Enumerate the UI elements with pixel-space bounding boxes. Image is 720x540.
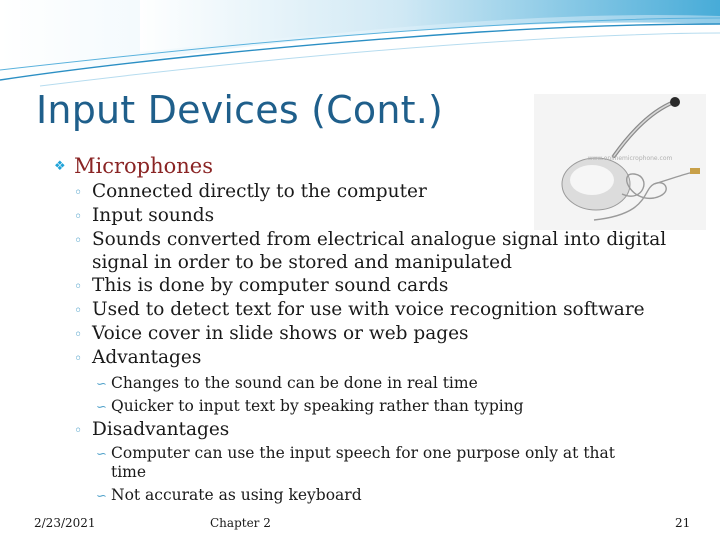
wave-bullet-icon: ∽ <box>96 489 107 504</box>
bullet-microphones <box>54 154 213 178</box>
disadvantage-item: ∽ Computer can use the input speech for one purpose only at that <box>96 444 615 462</box>
header-banner <box>0 0 720 90</box>
square-bullet-icon: ❖ <box>54 159 66 174</box>
footer-page-number: 21 <box>675 516 691 530</box>
point-item-advantages: ◦ Advantages <box>74 346 201 371</box>
advantage-item: ∽ Quicker to input text by speaking rather than typing <box>96 397 524 415</box>
point-item-disadvantages: ◦ Disadvantages <box>74 418 229 443</box>
footer-chapter: Chapter 2 <box>210 516 271 530</box>
hollow-circle-icon: ◦ <box>74 351 83 367</box>
hollow-circle-icon: ◦ <box>74 233 83 249</box>
advantage-item: ∽ Changes to the sound can be done in real time <box>96 374 478 392</box>
microphone-image <box>534 94 706 230</box>
point-item: ◦ This is done by computer sound cards <box>74 274 448 299</box>
bullet-label: Microphones <box>74 154 214 178</box>
footer-date: 2/23/2021 <box>34 516 96 530</box>
point-item-continuation: signal in order to be stored and manipulated <box>92 252 512 273</box>
point-item: ◦ Sounds converted from electrical analogue signal into digital <box>74 228 666 253</box>
wave-bullet-icon: ∽ <box>96 447 107 462</box>
hollow-circle-icon: ◦ <box>74 303 83 319</box>
wave-bullet-icon: ∽ <box>96 377 107 392</box>
disadvantage-item: ∽ Not accurate as using keyboard <box>96 486 362 504</box>
hollow-circle-icon: ◦ <box>74 327 83 343</box>
slide-title: Input Devices (Cont.) <box>36 88 444 132</box>
hollow-circle-icon: ◦ <box>74 423 83 439</box>
hollow-circle-icon: ◦ <box>74 185 83 201</box>
point-item: ◦ Voice cover in slide shows or web pages <box>74 322 469 347</box>
point-item: ◦ Used to detect text for use with voice recognition software <box>74 298 645 323</box>
hollow-circle-icon: ◦ <box>74 209 83 225</box>
photo-watermark: www.onlinemicrophone.com <box>587 155 673 162</box>
point-item: ◦ Input sounds <box>74 204 214 229</box>
hollow-circle-icon: ◦ <box>74 279 83 295</box>
disadvantage-item-continuation: time <box>111 463 147 481</box>
wave-bullet-icon: ∽ <box>96 400 107 415</box>
point-item: ◦ Connected directly to the computer <box>74 180 427 205</box>
